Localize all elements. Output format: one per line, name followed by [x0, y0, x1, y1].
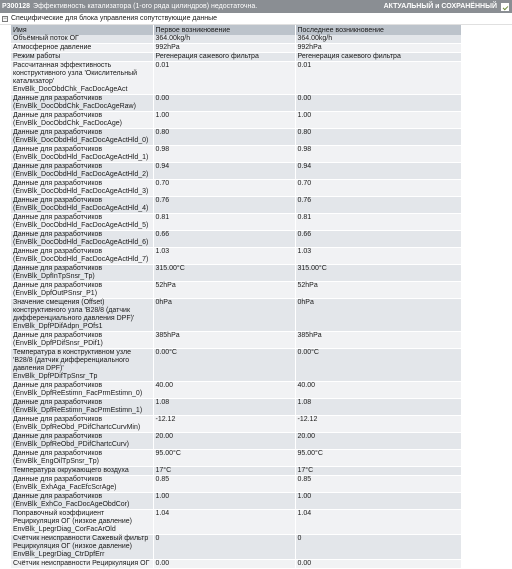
cell-last-occurrence: 95.00°C: [295, 450, 461, 467]
cell-name: Данные для разработчиков (EnvBlk_DocObdHld_FacDocAgeActHld_1): [11, 146, 153, 163]
cell-first-occurrence: 0: [153, 535, 295, 560]
cell-first-occurrence: 0.00: [153, 95, 295, 112]
content-area: [0, 13, 512, 567]
cell-first-occurrence: 0.70: [153, 180, 295, 197]
table-row[interactable]: [11, 332, 461, 349]
cell-first-occurrence: 1.00: [153, 112, 295, 129]
table-row[interactable]: [11, 53, 461, 62]
cell-last-occurrence: 40.00: [295, 382, 461, 399]
cell-name: Данные для разработчиков (EnvBlk_DpfPDifSnsr_PDif1): [11, 332, 153, 349]
table-row[interactable]: [11, 265, 461, 282]
table-row[interactable]: [11, 282, 461, 299]
table-row[interactable]: [11, 197, 461, 214]
table-row[interactable]: [11, 44, 461, 53]
cell-last-occurrence: 0: [295, 535, 461, 560]
fault-status-text: АКТУАЛЬНЫЙ и СОХРАНЁННЫЙ: [383, 3, 497, 10]
cell-first-occurrence: 20.00: [153, 433, 295, 450]
cell-name: Данные для разработчиков (EnvBlk_DocObdHld_FacDocAgeActHld_4): [11, 197, 153, 214]
cell-name: Температура окружающего воздуха: [11, 467, 153, 476]
cell-last-occurrence: 315.00°C: [295, 265, 461, 282]
table-row[interactable]: [11, 416, 461, 433]
table-row[interactable]: [11, 382, 461, 399]
table-row[interactable]: [11, 450, 461, 467]
cell-last-occurrence: 20.00: [295, 433, 461, 450]
cell-name: Объёмный поток ОГ: [11, 35, 153, 44]
cell-last-occurrence: 0.00: [295, 560, 461, 569]
status-check-icon[interactable]: [501, 3, 509, 11]
table-row[interactable]: [11, 180, 461, 197]
cell-first-occurrence: 1.08: [153, 399, 295, 416]
cell-first-occurrence: 0.81: [153, 214, 295, 231]
cell-first-occurrence: 0.94: [153, 163, 295, 180]
cell-name: Данные для разработчиков (EnvBlk_DocObdHld_FacDocAgeActHld_7): [11, 248, 153, 265]
cell-last-occurrence: 52hPa: [295, 282, 461, 299]
table-row[interactable]: [11, 467, 461, 476]
cell-first-occurrence: -12.12: [153, 416, 295, 433]
freeze-frame-table: [11, 25, 462, 569]
cell-first-occurrence: 1.04: [153, 510, 295, 535]
cell-last-occurrence: 1.04: [295, 510, 461, 535]
cell-name: Температура в конструктивном узле 'B28/8 (датчик дифференциального давления DPF)' EnvBlk_DpfPDifTpSnsr_Tp: [11, 349, 153, 382]
cell-first-occurrence: 0.85: [153, 476, 295, 493]
cell-last-occurrence: 0.01: [295, 62, 461, 95]
cell-name: Атмосферное давление: [11, 44, 153, 53]
cell-first-occurrence: 0.66: [153, 231, 295, 248]
fault-header-bar[interactable]: [0, 0, 512, 13]
collapse-minus-icon[interactable]: −: [3, 15, 7, 22]
cell-name: Счётчик неисправности Рециркуляция ОГ: [11, 560, 153, 569]
cell-first-occurrence: 0hPa: [153, 299, 295, 332]
cell-name: Данные для разработчиков (EnvBlk_ExhAga_FacEfcScrAge): [11, 476, 153, 493]
cell-last-occurrence: 992hPa: [295, 44, 461, 53]
cell-first-occurrence: 364.00kg/h: [153, 35, 295, 44]
table-row[interactable]: [11, 214, 461, 231]
cell-first-occurrence: 1.00: [153, 493, 295, 510]
cell-first-occurrence: Регенерация сажевого фильтра: [153, 53, 295, 62]
cell-name: Данные для разработчиков (EnvBlk_DocObdChk_FacDocAge): [11, 112, 153, 129]
cell-name: Значение смещения (Offset) конструктивного узла 'B28/8 (датчик дифференциального давления DPF)' EnvBlk_DpfPDifAdpn_POfs1: [11, 299, 153, 332]
cell-first-occurrence: 95.00°C: [153, 450, 295, 467]
cell-name: Данные для разработчиков (EnvBlk_DocObdHld_FacDocAgeActHld_5): [11, 214, 153, 231]
cell-name: Счётчик неисправности Сажевый фильтр Рециркуляция ОГ (низкое давление) EnvBlk_LpegrDiag_CtrDpfErr: [11, 535, 153, 560]
table-row[interactable]: [11, 493, 461, 510]
table-row[interactable]: [11, 248, 461, 265]
cell-name: Рассчитанная эффективность конструктивного узла 'Окислительный катализатор' EnvBlk_DocObdChk_FacDocAgeAct: [11, 62, 153, 95]
table-row[interactable]: [11, 146, 461, 163]
cell-last-occurrence: -12.12: [295, 416, 461, 433]
cell-first-occurrence: 385hPa: [153, 332, 295, 349]
cell-last-occurrence: 1.00: [295, 112, 461, 129]
table-row[interactable]: [11, 35, 461, 44]
cell-first-occurrence: 315.00°C: [153, 265, 295, 282]
table-row[interactable]: [11, 129, 461, 146]
cell-name: Данные для разработчиков (EnvBlk_DpfReEstimn_FacPrmEstimn_1): [11, 399, 153, 416]
cell-first-occurrence: 0.76: [153, 197, 295, 214]
cell-last-occurrence: 0.94: [295, 163, 461, 180]
cell-last-occurrence: 0.98: [295, 146, 461, 163]
table-row[interactable]: [11, 560, 461, 569]
cell-name: Режим работы: [11, 53, 153, 62]
cell-name: Данные для разработчиков (EnvBlk_DocObdHld_FacDocAgeActHld_6): [11, 231, 153, 248]
cell-last-occurrence: 0.81: [295, 214, 461, 231]
cell-first-occurrence: 0.01: [153, 62, 295, 95]
table-row[interactable]: [11, 535, 461, 560]
table-row[interactable]: [11, 163, 461, 180]
cell-last-occurrence: 0.66: [295, 231, 461, 248]
fault-header-left: [2, 3, 257, 10]
cell-last-occurrence: 0.85: [295, 476, 461, 493]
cell-first-occurrence: 0.00: [153, 560, 295, 569]
column-header-first[interactable]: Первое возникновение: [153, 25, 295, 35]
cell-first-occurrence: 1.03: [153, 248, 295, 265]
cell-name: Данные для разработчиков (EnvBlk_DpfReEstimn_FacPrmEstimn_0): [11, 382, 153, 399]
cell-last-occurrence: 17°C: [295, 467, 461, 476]
cell-last-occurrence: 0hPa: [295, 299, 461, 332]
table-header-row: [11, 25, 461, 35]
cell-name: Поправочный коэффициент Рециркуляция ОГ (низкое давление) EnvBlk_LpegrDiag_CorFacArOld: [11, 510, 153, 535]
cell-first-occurrence: 992hPa: [153, 44, 295, 53]
cell-last-occurrence: 1.08: [295, 399, 461, 416]
table-body: [11, 35, 461, 569]
cell-last-occurrence: 364.00kg/h: [295, 35, 461, 44]
cell-name: Данные для разработчиков (EnvBlk_DocObdChk_FacDocAgeRaw): [11, 95, 153, 112]
cell-name: Данные для разработчиков (EnvBlk_DpfReObd_PDifChartcCurv): [11, 433, 153, 450]
cell-last-occurrence: 0.70: [295, 180, 461, 197]
cell-last-occurrence: 1.03: [295, 248, 461, 265]
table-row[interactable]: [11, 112, 461, 129]
cell-name: Данные для разработчиков (EnvBlk_DpfInTpSnsr_Tp): [11, 265, 153, 282]
cell-name: Данные для разработчиков (EnvBlk_DocObdHld_FacDocAgeActHld_3): [11, 180, 153, 197]
fault-code: P300128: [2, 3, 31, 10]
cell-last-occurrence: 1.00: [295, 493, 461, 510]
cell-first-occurrence: 0.80: [153, 129, 295, 146]
cell-name: Данные для разработчиков (EnvBlk_DocObdHld_FacDocAgeActHld_2): [11, 163, 153, 180]
table-row[interactable]: [11, 399, 461, 416]
cell-first-occurrence: 52hPa: [153, 282, 295, 299]
cell-first-occurrence: 40.00: [153, 382, 295, 399]
cell-last-occurrence: 0.76: [295, 197, 461, 214]
cell-name: Данные для разработчиков (EnvBlk_DpfReObd_PDifChartcCurvMin): [11, 416, 153, 433]
cell-last-occurrence: Регенерация сажевого фильтра: [295, 53, 461, 62]
cell-first-occurrence: 0.00°C: [153, 349, 295, 382]
column-header-name[interactable]: Имя: [11, 25, 153, 35]
cell-last-occurrence: 385hPa: [295, 332, 461, 349]
column-header-last[interactable]: Последнее возникновение: [295, 25, 461, 35]
cell-last-occurrence: 0.00°C: [295, 349, 461, 382]
cell-last-occurrence: 0.80: [295, 129, 461, 146]
cell-last-occurrence: 0.00: [295, 95, 461, 112]
table-row[interactable]: [11, 510, 461, 535]
section-title: Специфические для блока управления сопутствующие данные: [11, 15, 218, 22]
table-row[interactable]: [11, 231, 461, 248]
table-row[interactable]: [11, 299, 461, 332]
table-row[interactable]: [11, 433, 461, 450]
table-row[interactable]: [11, 62, 461, 95]
fault-header-right: [384, 3, 509, 11]
cell-name: Данные для разработчиков (EnvBlk_EngOilTpSnsr_Tp): [11, 450, 153, 467]
table-row[interactable]: [11, 349, 461, 382]
cell-first-occurrence: 17°C: [153, 467, 295, 476]
fault-description: Эффективность катализатора (1-ого ряда цилиндров) недостаточна.: [33, 3, 258, 10]
table-row[interactable]: [11, 95, 461, 112]
section-header[interactable]: [0, 13, 512, 25]
table-row[interactable]: [11, 476, 461, 493]
cell-first-occurrence: 0.98: [153, 146, 295, 163]
cell-name: Данные для разработчиков (EnvBlk_DocObdHld_FacDocAgeActHld_0): [11, 129, 153, 146]
cell-name: Данные для разработчиков (EnvBlk_ExhCo_FacDocAgeObdCor): [11, 493, 153, 510]
cell-name: Данные для разработчиков (EnvBlk_DpfOutPSnsr_P1): [11, 282, 153, 299]
